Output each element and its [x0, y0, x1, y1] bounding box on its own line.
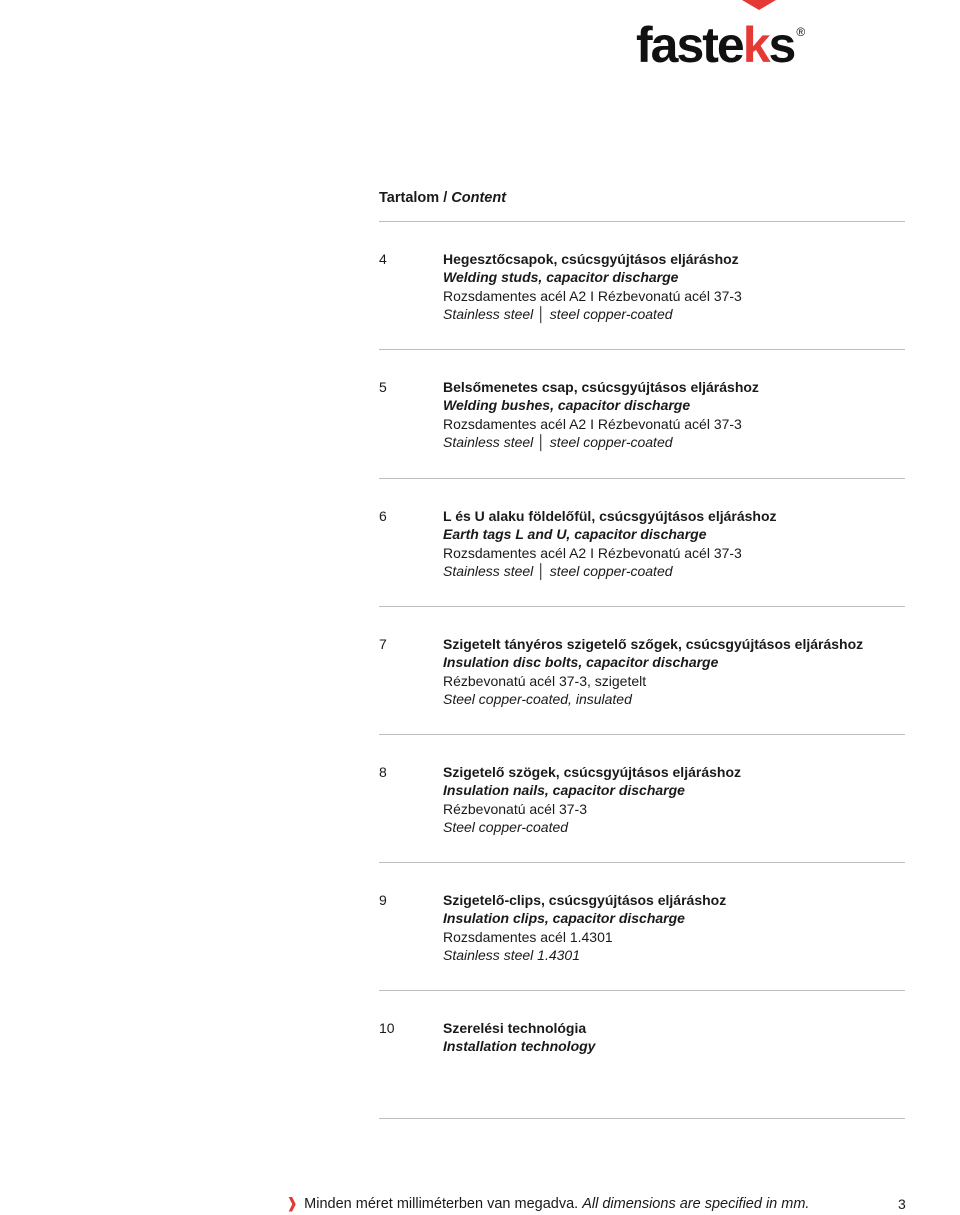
toc-entry-page: 9 — [379, 892, 387, 908]
footer-note — [286, 1196, 809, 1212]
toc-entry-title-en: Welding studs, capacitor discharge — [443, 269, 679, 286]
toc-entry-material-hu: Rozsdamentes acél A2 I Rézbevonatú acél 37-3 — [443, 415, 742, 432]
divider — [379, 1118, 905, 1119]
toc-entry-material-hu: Rézbevonatú acél 37-3 — [443, 800, 587, 817]
toc-entry-title-hu: Hegesztőcsapok, csúcsgyújtásos eljáráshoz — [443, 251, 739, 267]
toc-entry-title-hu: Szigetelő szögek, csúcsgyújtásos eljáráshoz — [443, 764, 741, 780]
toc-entry-title-en: Insulation nails, capacitor discharge — [443, 782, 685, 799]
toc-entry-material-hu: Rozsdamentes acél 1.4301 — [443, 928, 613, 945]
toc-entry-material-en: Stainless steel │ steel copper-coated — [443, 563, 673, 580]
toc-entry-title-en: Welding bushes, capacitor discharge — [443, 397, 691, 414]
divider — [379, 478, 905, 479]
toc-title-hu: Tartalom — [379, 190, 440, 206]
toc-entry-title-en: Earth tags L and U, capacitor discharge — [443, 526, 707, 543]
toc-entry-title-en: Insulation disc bolts, capacitor discharge — [443, 654, 719, 671]
divider — [379, 862, 905, 863]
toc-entry-title-en: Installation technology — [443, 1038, 596, 1055]
toc-entry-material-en: Stainless steel │ steel copper-coated — [443, 434, 673, 451]
page-number: 3 — [898, 1196, 906, 1212]
toc-entry-material-en: Steel copper-coated, insulated — [443, 691, 632, 708]
toc-entry-title-hu: Belsőmenetes csap, csúcsgyújtásos eljáráshoz — [443, 379, 759, 395]
toc-entry-page: 7 — [379, 636, 387, 652]
divider — [379, 349, 905, 350]
toc-entry-page: 10 — [379, 1020, 395, 1036]
toc-entry-page: 8 — [379, 764, 387, 780]
toc-title-separator: / — [439, 190, 452, 206]
fasteks-logo: fasteks ® — [636, 17, 806, 73]
top-marker — [742, 0, 776, 10]
toc-entry-title-en: Insulation clips, capacitor discharge — [443, 910, 685, 927]
toc-entry-material-en: Steel copper-coated — [443, 819, 569, 836]
divider — [379, 990, 905, 991]
toc-entry-title-hu: Szigetelő-clips, csúcsgyújtásos eljáráshoz — [443, 892, 727, 908]
toc-entry-material-hu: Rézbevonatú acél 37-3, szigetelt — [443, 672, 647, 689]
toc-entry-title-hu: L és U alaku földelőfül, csúcsgyújtásos eljáráshoz — [443, 508, 777, 524]
toc-entry-page: 4 — [379, 251, 387, 267]
toc-entry-page: 5 — [379, 379, 387, 395]
toc-entry-material-hu: Rozsdamentes acél A2 I Rézbevonatú acél 37-3 — [443, 544, 742, 561]
toc-title — [379, 190, 506, 206]
chevron-icon: ❱ — [286, 1196, 299, 1212]
footer-text-hu: Minden méret milliméterben van megadva. — [304, 1196, 579, 1212]
toc-entry-material-en: Stainless steel │ steel copper-coated — [443, 306, 673, 323]
toc-entry-title-hu: Szigetelt tányéros szigetelő szőgek, csúcsgyújtásos eljáráshoz — [443, 636, 864, 652]
toc-entry-material-hu: Rozsdamentes acél A2 I Rézbevonatú acél 37-3 — [443, 287, 742, 304]
toc-entry-page: 6 — [379, 508, 387, 524]
toc-entry-material-en: Stainless steel 1.4301 — [443, 947, 580, 964]
divider — [379, 734, 905, 735]
toc-title-en: Content — [451, 190, 507, 206]
divider — [379, 221, 905, 222]
toc-entry-title-hu: Szerelési technológia — [443, 1020, 587, 1036]
footer-text-en: All dimensions are specified in mm. — [582, 1196, 810, 1212]
divider — [379, 606, 905, 607]
